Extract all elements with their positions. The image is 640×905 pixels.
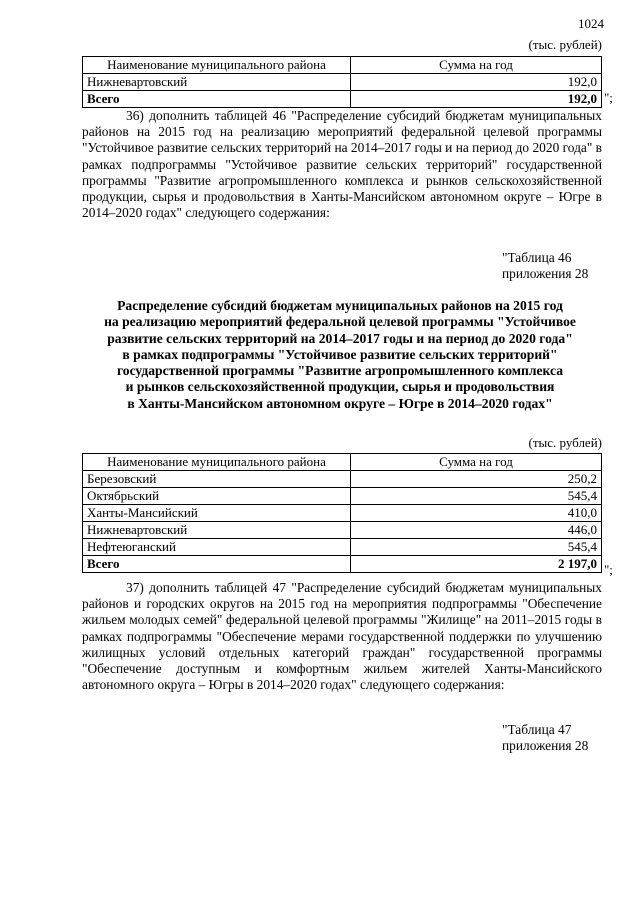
table2-header-row	[83, 454, 602, 471]
table1-total-label: Всего	[83, 91, 351, 108]
table2-total-row	[83, 556, 602, 573]
table-row	[83, 522, 602, 539]
table2-closing-mark: ";	[604, 562, 613, 577]
paragraph-36: 36) дополнить таблицей 46 "Распределение субсидий бюджетам муниципальных районов на 2015 год на реализацию мероприятий федеральной целевой программы "Устойчивое развитие сельских территорий на 2014–2017 годы и на период до 2020 года" в рамках подпрограммы "Устойчивое развитие сельских территорий" государственной программы "Развитие агропромышленного комплекса и рынков сельскохозяйственной продукции, сырья и продовольствия в Ханты-Мансийском автономном округе – Югре в 2014–2020 годах" следующего содержания:	[82, 108, 602, 221]
table1	[82, 56, 602, 108]
table2-row-name: Нижневартовский	[83, 522, 351, 539]
table-row	[83, 488, 602, 505]
table2-header-sum: Сумма на год	[351, 454, 602, 471]
table46-title-line: в Ханты-Мансийском автономном округе – Югре в 2014–2020 годах"	[127, 395, 553, 411]
table1-row-value: 192,0	[351, 74, 602, 91]
table46-title	[60, 298, 620, 412]
table-row	[83, 74, 602, 91]
table1-total-value: 192,0	[351, 91, 602, 108]
table46-reference	[502, 250, 588, 282]
table2-row-name: Ханты-Мансийский	[83, 505, 351, 522]
table-row	[83, 505, 602, 522]
table2-row-name: Березовский	[83, 471, 351, 488]
table2-row-value: 446,0	[351, 522, 602, 539]
table46-title-line: государственной программы "Развитие агропромышленного комплекса	[116, 363, 564, 379]
table46-title-line: и рынков сельскохозяйственной продукции, сырья и продовольствия	[125, 379, 555, 395]
table47-ref-line1: "Таблица 47	[502, 722, 572, 737]
table-row	[83, 471, 602, 488]
table1-unit-label: (тыс. рублей)	[528, 37, 602, 52]
table46-title-line: Распределение субсидий бюджетам муниципальных районов на 2015 год	[117, 298, 563, 313]
table47-reference	[502, 722, 588, 754]
page-number: 1024	[578, 16, 604, 31]
table-row	[83, 539, 602, 556]
table2-row-name: Нефтеюганский	[83, 539, 351, 556]
table1-header-row	[83, 57, 602, 74]
table46-ref-line1: "Таблица 46	[502, 250, 572, 265]
table47-ref-line2: приложения 28	[502, 738, 589, 754]
table2-total-value: 2 197,0	[351, 556, 602, 573]
table2	[82, 453, 602, 573]
table46-title-line: в рамках подпрограммы "Устойчивое развитие сельских территорий"	[122, 346, 558, 362]
table1-closing-mark: ";	[604, 90, 613, 105]
table1-row-name: Нижневартовский	[83, 74, 351, 91]
table2-total-label: Всего	[83, 556, 351, 573]
table2-row-value: 545,4	[351, 488, 602, 505]
table46-title-line: на реализацию мероприятий федеральной целевой программы "Устойчивое	[104, 314, 576, 330]
table2-row-name: Октябрьский	[83, 488, 351, 505]
table46-ref-line2: приложения 28	[502, 266, 589, 282]
table2-row-value: 545,4	[351, 539, 602, 556]
table2-unit-label: (тыс. рублей)	[528, 435, 602, 450]
table2-header-name: Наименование муниципального района	[83, 454, 351, 471]
table1-total-row	[83, 91, 602, 108]
table1-header-name: Наименование муниципального района	[83, 57, 351, 74]
table46-title-line: развитие сельских территорий на 2014–2017 годы и на период до 2020 года"	[107, 330, 573, 346]
table2-row-value: 250,2	[351, 471, 602, 488]
table2-row-value: 410,0	[351, 505, 602, 522]
table1-header-sum: Сумма на год	[351, 57, 602, 74]
paragraph-37: 37) дополнить таблицей 47 "Распределение субсидий бюджетам муниципальных районов и городских округов на 2015 год на мероприятия подпрограммы "Обеспечение жильем молодых семей" федеральной целевой программы "Жилище" на 2011–2015 годы в рамках подпрограммы "Обеспечение мерами государственной поддержки по улучшению жилищных условий отдельных категорий граждан" государственной программы "Обеспечение доступным и комфортным жильем жителей Ханты-Мансийского автономного округа – Югры в 2014–2020 годах" следующего содержания:	[82, 580, 602, 693]
